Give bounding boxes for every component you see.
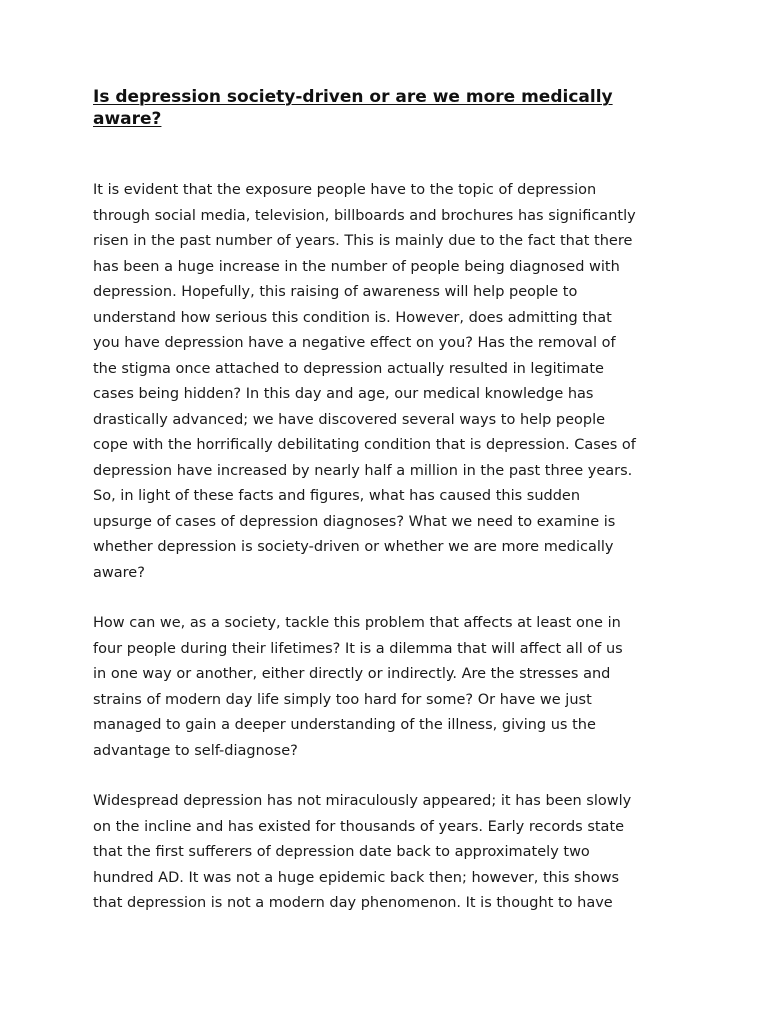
document-body bbox=[93, 178, 693, 942]
text-line: that depression is not a modern day phenomenon. It is thought to have bbox=[93, 895, 613, 911]
text-line: drastically advanced; we have discovered several ways to help people bbox=[93, 411, 606, 428]
title-line: Is depression society-driven or are we more medically bbox=[93, 87, 613, 107]
text-line: the stigma once attached to depression actually resulted in legitimate bbox=[93, 360, 604, 377]
document-title bbox=[93, 86, 693, 130]
text-line: depression. Hopefully, this raising of awareness will help people to bbox=[93, 284, 578, 300]
text-line: whether depression is society-driven or whether we are more medically bbox=[93, 539, 614, 555]
text-line: upsurge of cases of depression diagnoses? What we need to examine is bbox=[93, 513, 616, 530]
text-line: depression have increased by nearly half a million in the past three years. bbox=[93, 462, 633, 479]
text-line: cope with the horrifically debilitating condition that is depression. Cases of bbox=[93, 437, 636, 453]
text-line: four people during their lifetimes? It is a dilemma that will affect all of us bbox=[93, 640, 623, 657]
text-line: through social media, television, billboards and brochures has significantly bbox=[93, 207, 636, 224]
text-line: that the first sufferers of depression date back to approximately two bbox=[93, 844, 590, 860]
title-line: aware? bbox=[93, 109, 162, 129]
text-line: How can we, as a society, tackle this problem that affects at least one in bbox=[93, 615, 621, 631]
text-line: It is evident that the exposure people have to the topic of depression bbox=[93, 182, 597, 198]
text-line: on the incline and has existed for thousands of years. Early records state bbox=[93, 818, 625, 835]
text-line: risen in the past number of years. This is mainly due to the fact that there bbox=[93, 233, 633, 249]
paragraph-2 bbox=[93, 611, 693, 764]
text-line: you have depression have a negative effect on you? Has the removal of bbox=[93, 335, 616, 351]
text-line: Widespread depression has not miraculously appeared; it has been slowly bbox=[93, 793, 632, 809]
text-line: So, in light of these facts and figures, what has caused this sudden bbox=[93, 488, 581, 504]
paragraph-1 bbox=[93, 178, 693, 586]
text-line: managed to gain a deeper understanding of the illness, giving us the bbox=[93, 717, 596, 733]
text-line: understand how serious this condition is. However, does admitting that bbox=[93, 309, 612, 326]
paragraph-3 bbox=[93, 789, 693, 917]
text-line: strains of modern day life simply too hard for some? Or have we just bbox=[93, 691, 592, 708]
text-line: hundred AD. It was not a huge epidemic back then; however, this shows bbox=[93, 869, 620, 886]
text-line: advantage to self-diagnose? bbox=[93, 742, 298, 759]
text-line: aware? bbox=[93, 564, 145, 581]
text-line: cases being hidden? In this day and age, our medical knowledge has bbox=[93, 386, 594, 402]
text-line: in one way or another, either directly or indirectly. Are the stresses and bbox=[93, 666, 611, 682]
text-line: has been a huge increase in the number of people being diagnosed with bbox=[93, 258, 620, 275]
